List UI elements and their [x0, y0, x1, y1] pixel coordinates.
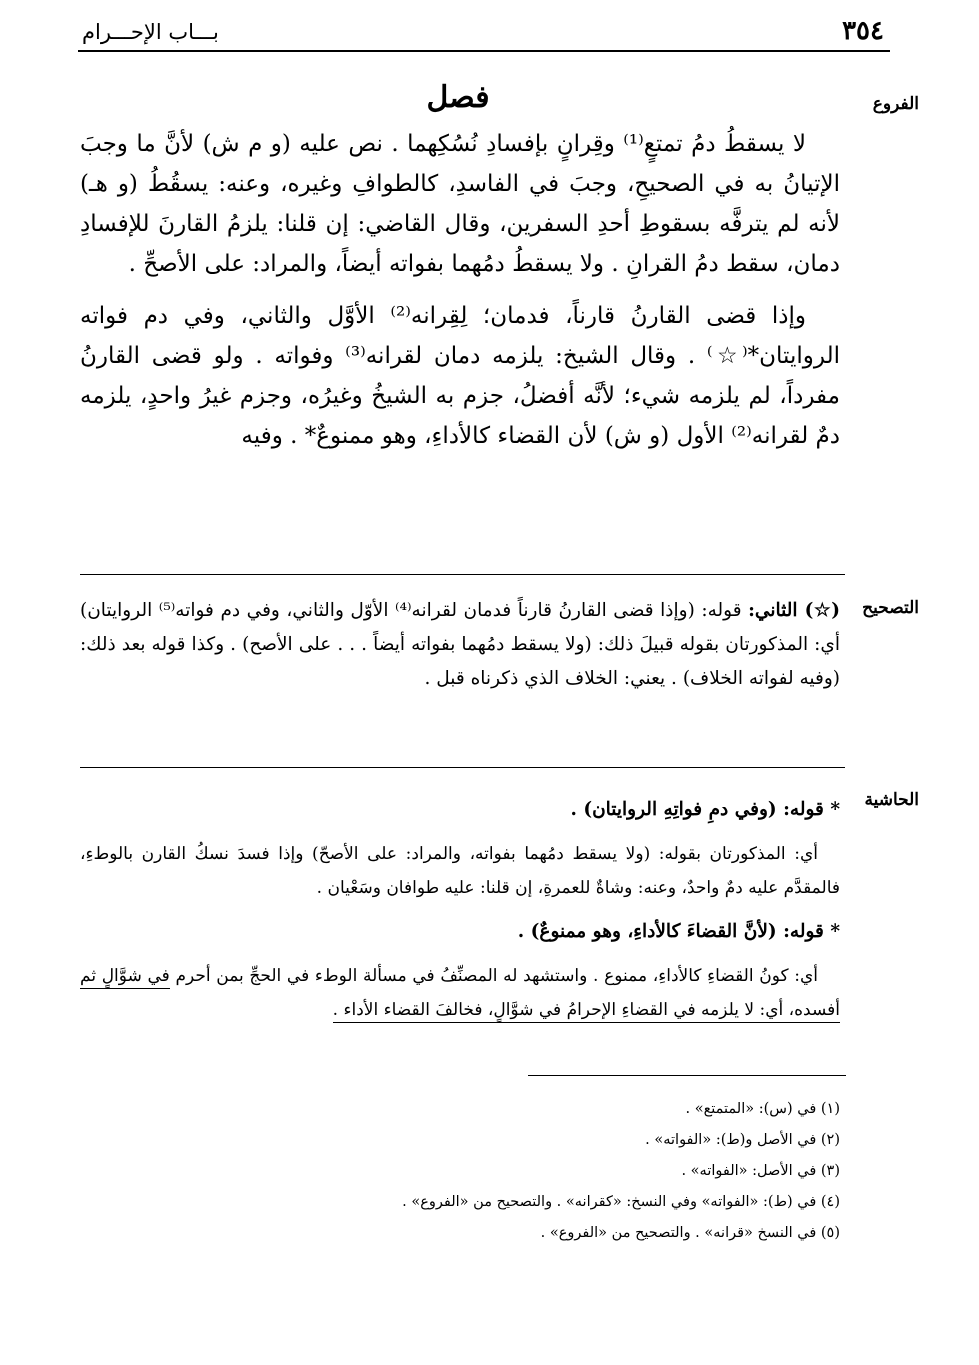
- footnote-4: (٤) في (ط): «الفواته» وفي النسخ: «كقرانه» . والتصحيح من «الفروع» .: [402, 1194, 840, 1210]
- footnotes: [150, 1094, 840, 1249]
- tashih-lead: (☆) الثاني:: [748, 600, 840, 621]
- hashiya-comment-2: [80, 959, 840, 1027]
- hashiya-quote-2: * قوله: (لأنَّ القضاءَ كالأداءِ، وهو ممنوعٌ) .: [517, 921, 840, 942]
- page-number: ٣٥٤: [842, 16, 884, 46]
- side-label-hashiya: الحاشية: [864, 790, 919, 810]
- page-header: [78, 14, 890, 52]
- running-head: بـــاب الإحـــرام: [82, 20, 219, 44]
- hashiya-text: [80, 793, 840, 1027]
- side-label-furu: الفروع: [872, 94, 919, 114]
- divider-tashih: [80, 574, 845, 575]
- side-label-tashih: التصحيح: [862, 598, 919, 618]
- footnote-2: (٢) في الأصل و(ط): «الفواته» .: [645, 1132, 840, 1148]
- main-paragraph-2: وإذا قضى القارنُ قارناً، فدمان؛ لِقِرانه⁽²⁾ الأوَّل والثاني، وفي دم فواته الروايتان*⁽☆⁾ . وقال الشيخ: يلزمه دمان لقرانه⁽³⁾ وفواته . ولو قضى القارنُ مفرداً، لم يلزمه شيء؛ لأنَّه أفضلُ، جزم به الشيخُ وغيرُه، وجزم غيرُ واحدٍ، يلزمه دمٌ لقرانه⁽²⁾ الأول (و ش) لأن القضاء كالأداءِ، وهو ممنوعٌ* . وفيه: [80, 303, 840, 449]
- tashih-body: قوله: (وإذا قضى القارنُ قارناً فدمان لقرانه⁽⁴⁾ الأوّل والثاني، وفي دم فواته⁽⁵⁾ الروايتان) أي: المذكورتان بقوله قبيلَ ذلك: (ولا يسقط دمُهما بفواته أيضاً . . . على الأصح) . وكذا قوله بعد ذلك: (وفيه لفواته الخلاف) . يعني: الخلاف الذي ذكرناه قبل .: [80, 600, 840, 689]
- footnote-divider: [528, 1075, 846, 1076]
- hashiya-comment-2-part2: في شوَّالٍ ثم أفسده، أي: لا يلزمه في القضاءِ الإحرامُ في شوَّالٍ، فخالفَ القضاء الأداء .: [80, 966, 840, 1023]
- footnote-3: (٣) في الأصل: «الفواته» .: [681, 1163, 840, 1179]
- section-title: فصل: [426, 80, 490, 115]
- hashiya-comment-2-part1: أي: كونُ القضاءِ كالأداءِ، ممنوع . واستشهد له المصنِّفُ في مسألة الوطء في الحجِّ بمن أحرم: [175, 966, 819, 986]
- footnote-5: (٥) في النسخ «قرانه» . والتصحيح من «الفروع» .: [540, 1225, 840, 1241]
- tashih-text: [80, 594, 840, 696]
- hashiya-comment-1: أي: المذكورتان بقوله: (ولا يسقط دمُهما بفواته، والمراد: على الأصحّ) وإذا فسدَ نسكُ القارن بالوطءِ، فالمقدَّم عليه دمٌ واحدٌ، وعنه: وشاةٌ للعمرةِ، إن قلنا: عليه طوافان وسَعْيان .: [80, 844, 840, 898]
- main-text: [80, 124, 840, 456]
- footnote-1: (١) في (س): «المتمتع» .: [685, 1101, 840, 1117]
- main-paragraph-1: لا يسقطُ دمُ تمتعٍ⁽¹⁾ وقِرانٍ بإفسادِ نُسُكِهما . نص عليه (و م ش) لأنَّ ما وجبَ الإتيانُ به في الصحيحِ، وجبَ في الفاسدِ، كالطوافِ وغيره، وعنه: يسقُطُ (و هـ) لأنه لم يترفَّه بسقوطِ أحدِ السفرين، وقال القاضي: إن قلنا: يلزمُ القارنَ للإفسادِ دمان، سقط دمُ القرانِ . ولا يسقطُ دمُهما بفواته أيضاً، والمراد: على الأصحِّ .: [80, 131, 840, 277]
- divider-hashiya: [80, 767, 845, 768]
- tashih-paragraph: [80, 594, 840, 696]
- hashiya-quote-1: * قوله: (وفي دمِ فواتِهِ الروايتان) .: [570, 799, 840, 820]
